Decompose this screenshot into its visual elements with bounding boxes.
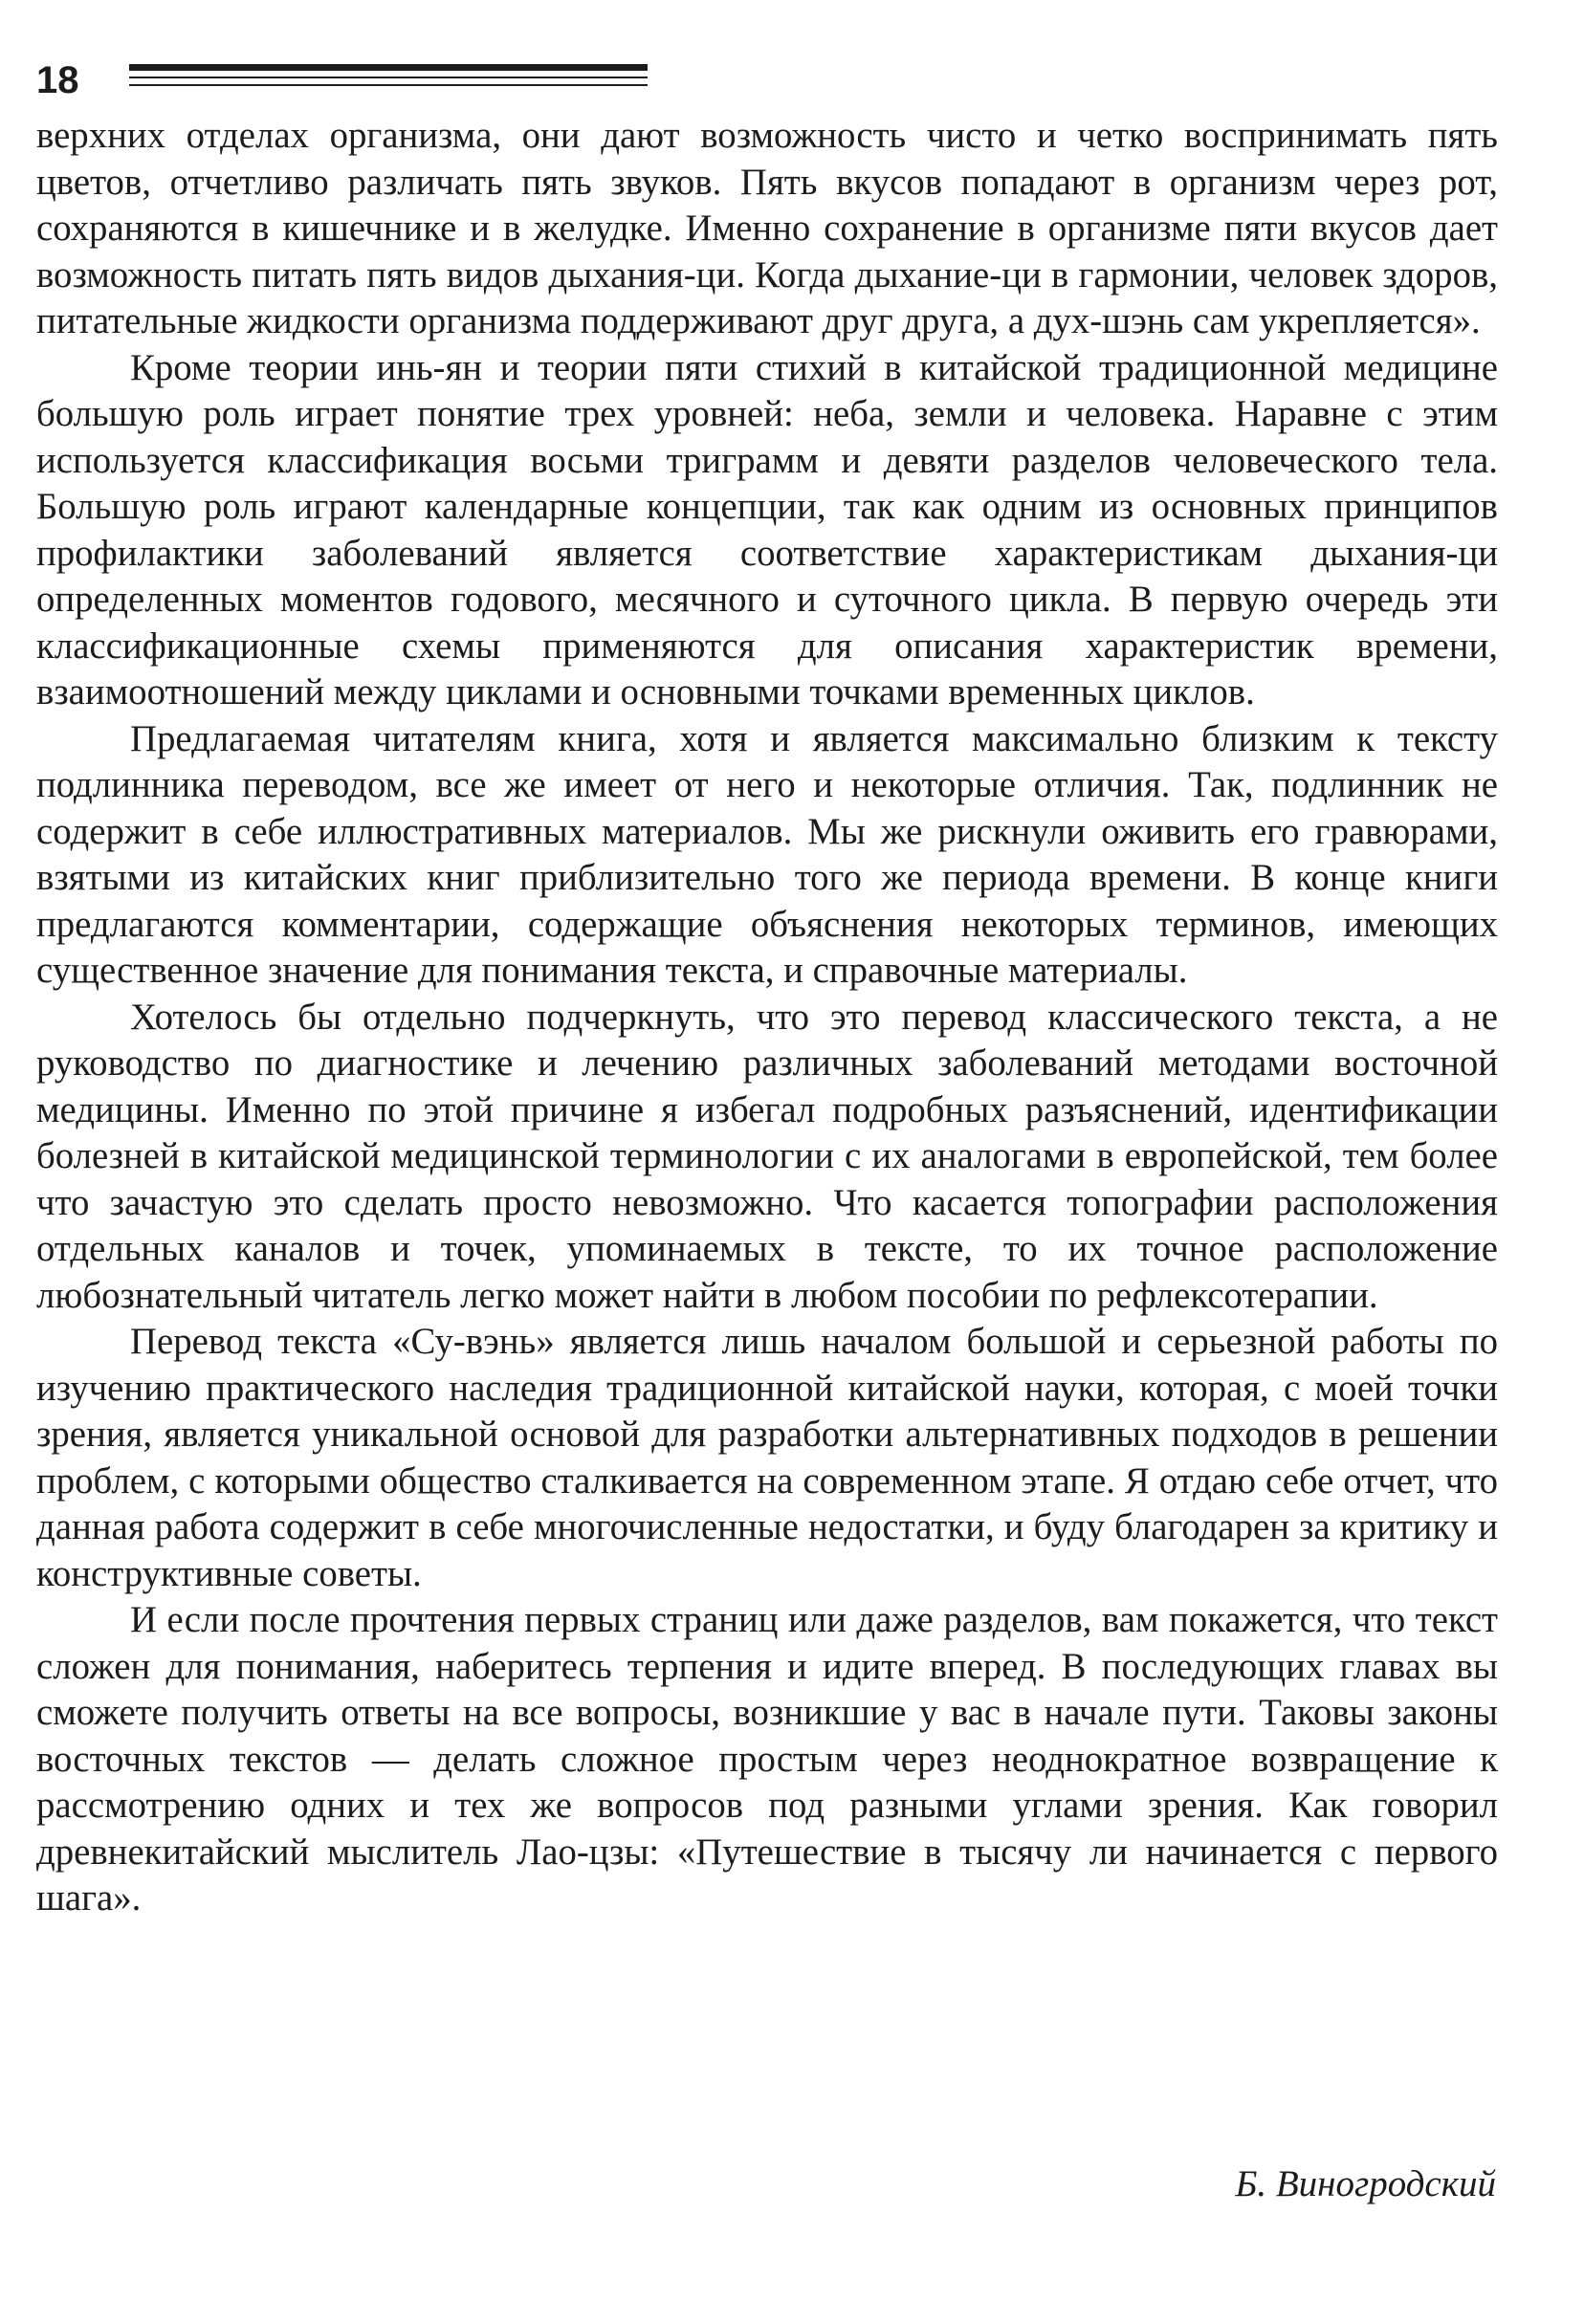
header-rule-thin [129,84,648,86]
header-rule-thin [129,77,648,78]
paragraph: Хотелось бы отдельно подчеркнуть, что это перевод классического текста, а не руководство по диагностике и лечению различных заболеваний методами восточной медицины. Именно по этой причине я избегал подробных разъяснений, идентификации болезней в китайской медицинской терминологии с их аналогами в европейской, тем более что зачастую это сделать просто невозможно. Что касается топографии расположения отдельных каналов и точек, упоминаемых в тексте, то их точное расположение любознательный читатель легко может найти в любом пособии по рефлексотерапии. [36,996,1498,1316]
author-signature: Б. Виногродский [1235,2163,1496,2204]
paragraph-continued: верхних отделах организма, они дают возможность чисто и четко воспринимать пять цветов, отчетливо различать пять звуков. Пять вкусов попадают в организм через рот, сохраняются в кишечнике и в желудке. Именно сохранение в организме пяти вкусов дает возможность питать пять видов дыхания-ци. Когда дыхание-ци в гармонии, человек здоров, питательные жидкости организма поддерживают друг друга, а дух-шэнь сам укрепляется». [36,115,1498,341]
paragraph: Кроме теории инь-ян и теории пяти стихий в китайской традиционной медицине большую роль играет понятие трех уровней: неба, земли и человека. Наравне с этим используется классификация восьми триграмм и девяти разделов человеческого тела. Большую роль играют календарные концепции, так как одним из основных принципов профилактики заболеваний является соответствие характеристикам дыхания-ци определенных моментов годового, месячного и суточного цикла. В первую очередь эти классификационные схемы применяются для описания характеристик времени, взаимоотношений между циклами и основными точками временных циклов. [36,346,1498,713]
page-number: 18 [36,59,79,101]
paragraph: Перевод текста «Су-вэнь» является лишь началом большой и серьезной работы по изучению практического наследия традиционной китайской науки, которая, с моей точки зрения, является уникальной основой для разработки альтернативных подходов в решении проблем, с которыми общество сталкивается на современном этапе. Я отдаю себе отчет, что данная работа содержит в себе многочисленные недостатки, и буду благодарен за критику и конструктивные советы. [36,1321,1498,1594]
paragraph: Предлагаемая читателям книга, хотя и является максимально близким к тексту подлинника переводом, все же имеет от него и некоторые отличия. Так, подлинник не содержит в себе иллюстративных материалов. Мы же рискнули оживить его гравюрами, взятыми из китайских книг приблизительно того же периода времени. В конце книги предлагаются комментарии, содержащие объяснения некоторых терминов, имеющих существенное значение для понимания текста, и справочные материалы. [36,717,1498,991]
header-rule-thick [129,64,648,71]
body-text [36,113,1498,1922]
paragraph: И если после прочтения первых страниц или даже разделов, вам покажется, что текст сложен для понимания, наберитесь терпения и идите вперед. В последующих главах вы сможете получить ответы на все вопросы, возникшие у вас в начале пути. Таковы законы восточных текстов — делать сложное простым через неоднократное возвращение к рассмотрению одних и тех же вопросов под разными углами зрения. Как говорил древнекитайский мыслитель Лао-цзы: «Путешествие в тысячу ли начинается с первого шага». [36,1599,1498,1918]
